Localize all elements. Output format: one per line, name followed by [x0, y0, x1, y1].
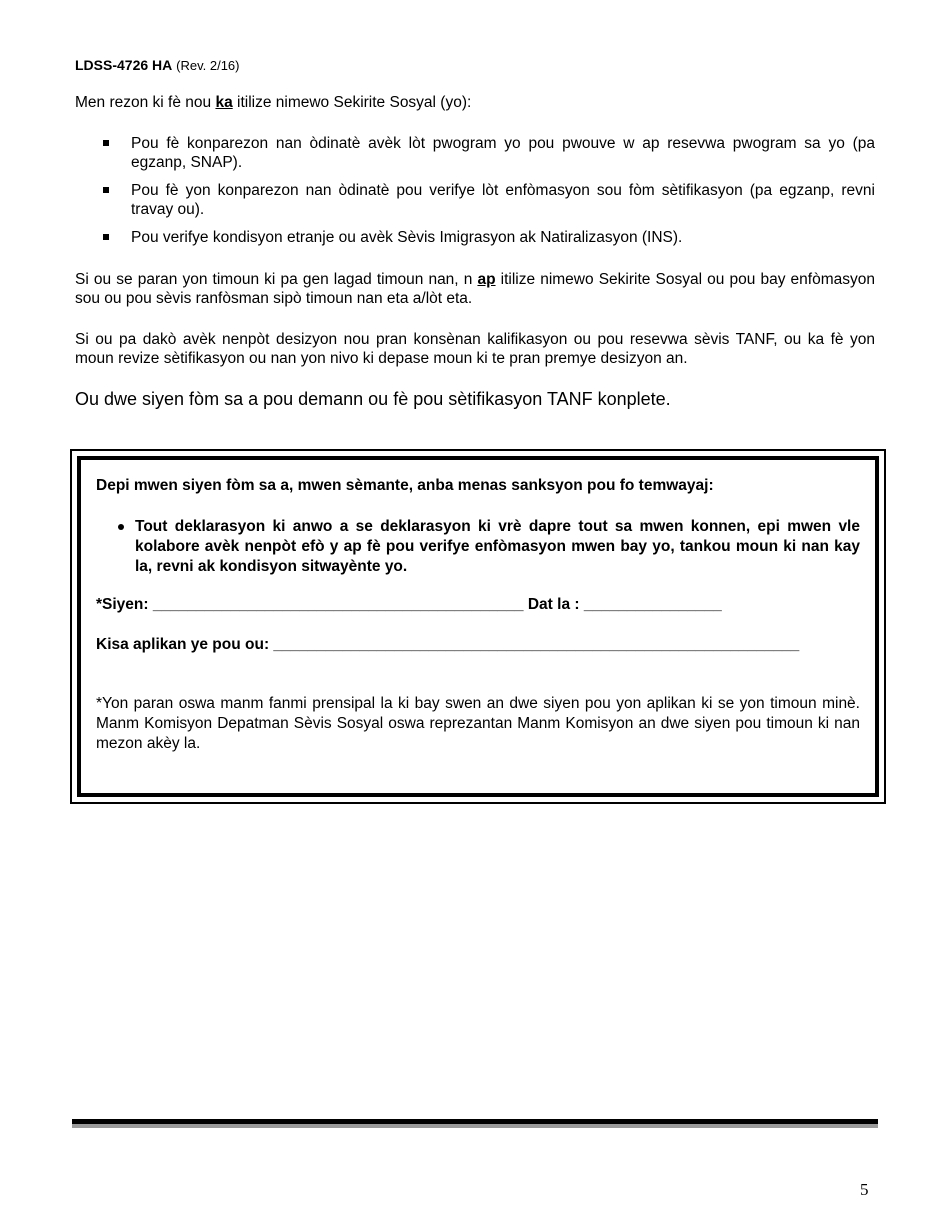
list-item: [100, 228, 875, 247]
signature-field[interactable]: ___________________________________________: [148, 596, 528, 613]
relation-label: Kisa aplikan ye pou ou:: [96, 636, 270, 653]
review-rights-paragraph: Si ou pa dakò avèk nenpòt desizyon nou pran konsènan kalifikasyon ou pou resevwa sèvis TANF, ou ka fè yon moun revize sètifikasyon ou nan yon nivo ki depase moun ki te pran premye desizyon an.: [75, 331, 875, 367]
paragraph1-after: itilize nimewo Sekirite Sosyal ou pou bay enfòmasyon sou ou pou sèvis ranfòsman sipò timoun nan eta a/lòt eta.: [75, 271, 875, 307]
declaration-text: Tout deklarasyon ki anwo a se deklarasyon ki vrè dapre tout sa mwen konnen, epi mwen vle kolabore avèk nenpòt efò y ap fè pou verifye enfòmasyon mwen bay yo, tankou moun ki nan kay la, revni ak kondisyon sitwayènte yo.: [135, 518, 860, 575]
bullet-square-icon: [103, 140, 109, 146]
list-item: [100, 181, 875, 219]
footer-divider-shadow: [72, 1124, 878, 1128]
declaration-list: [96, 517, 860, 577]
intro-before: Men rezon ki fè nou: [75, 94, 216, 111]
relation-row: [96, 636, 799, 654]
bullet-square-icon: [103, 234, 109, 240]
paragraph1-before: Si ou se paran yon timoun ki pa gen lagad timoun nan, n: [75, 271, 478, 288]
list-item-text: Pou fè konparezon nan òdinatè avèk lòt pwogram yo pou pwouve w ap resevwa pwogram sa yo (pa egzanp, SNAP).: [131, 135, 875, 171]
intro-after: itilize nimewo Sekirite Sosyal (yo):: [232, 94, 472, 111]
list-item-text: Pou fè yon konparezon nan òdinatè pou verifye lòt enfòmasyon sou fòm sètifikasyon (pa egzanp, revni travay ou).: [131, 182, 875, 218]
list-item: [100, 134, 875, 172]
form-code: LDSS-4726 HA: [75, 57, 173, 73]
paragraph1-emphasis: ap: [477, 271, 496, 288]
bullet-square-icon: [103, 187, 109, 193]
signature-label: *Siyen:: [96, 596, 149, 613]
list-item-text: Pou verifye kondisyon etranje ou avèk Sèvis Imigrasyon ak Natiralizasyon (INS).: [131, 229, 683, 246]
date-label: Dat la :: [527, 596, 580, 613]
intro-emphasis: ka: [215, 94, 233, 111]
date-field[interactable]: ________________: [579, 596, 722, 613]
page-number: 5: [860, 1180, 869, 1199]
relation-field[interactable]: _____________________________________________________________: [269, 636, 800, 653]
sign-required-paragraph: Ou dwe siyen fòm sa a pou demann ou fè pou sètifikasyon TANF konplete.: [75, 389, 671, 409]
signature-footnote: *Yon paran oswa manm fanmi prensipal la ki bay swen an dwe siyen pou yon aplikan ki se yon timoun minè. Manm Komisyon Depatman Sèvis Sosyal oswa reprezantan Manm Komisyon an dwe siyen pou timoun ki nan mezon akèy la.: [96, 695, 860, 752]
ssn-uses-list: [100, 134, 875, 256]
form-revision: (Rev. 2/16): [176, 58, 240, 73]
signature-box-heading: Depi mwen siyen fòm sa a, mwen sèmante, anba menas sanksyon pou fo temwayaj:: [96, 477, 714, 494]
declaration-item: [96, 517, 860, 577]
child-support-paragraph: [75, 270, 875, 308]
form-header: [75, 57, 240, 73]
signature-box: [96, 476, 860, 577]
bullet-dot-icon: [118, 524, 124, 530]
signature-row: [96, 596, 722, 614]
intro-text: [75, 94, 875, 112]
